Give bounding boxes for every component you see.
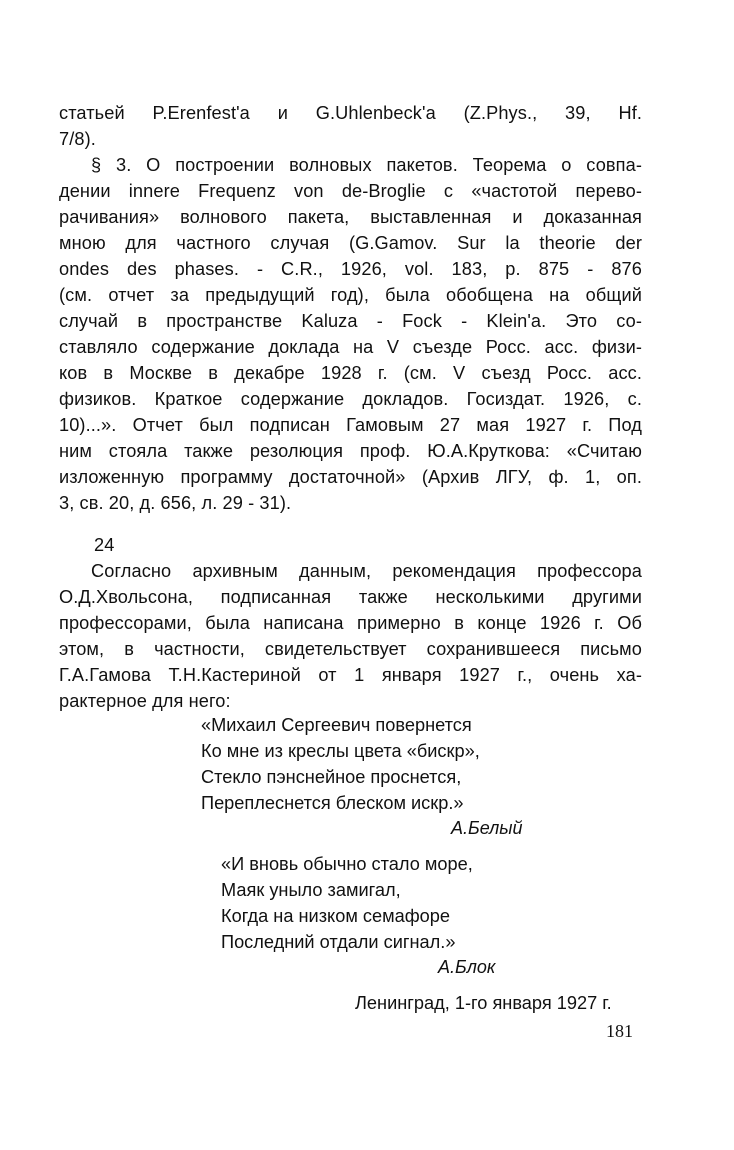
poem-line: Маяк уныло замигал, (221, 880, 401, 900)
poem-author: А.Блок (438, 957, 496, 977)
poem-line: «И вновь обычно стало море, (221, 854, 473, 874)
text-line: случай в пространстве Kaluza - Fock - Klein'a. Это со- (59, 311, 642, 331)
text-line: Г.А.Гамова Т.Н.Кастериной от 1 января 1927 г., очень ха- (59, 665, 642, 685)
text-line: (см. отчет за предыдущий год), была обобщена на общий (59, 285, 642, 305)
page-number: 181 (606, 1021, 633, 1041)
text-line: этом, в частности, свидетельствует сохранившееся письмо (59, 639, 642, 659)
text-line: ним стояла также резолюция проф. Ю.А.Круткова: «Считаю (59, 441, 642, 461)
poem-author: А.Белый (451, 818, 523, 838)
text-line: 10)...». Отчет был подписан Гамовым 27 мая 1927 г. Под (59, 415, 642, 435)
poem-line: Ко мне из креслы цвета «бискр», (201, 741, 480, 761)
text-line: 3, св. 20, д. 656, л. 29 - 31). (59, 493, 292, 513)
text-line: рактерное для него: (59, 691, 231, 711)
text-line: Согласно архивным данным, рекомендация профессора (91, 561, 642, 581)
text-line: рачивания» волнового пакета, выставленная и доказанная (59, 207, 642, 227)
note-number: 24 (94, 535, 115, 555)
text-line: статьей P.Erenfest'a и G.Uhlenbeck'a (Z.Phys., 39, Hf. (59, 103, 642, 123)
text-line: физиков. Краткое содержание докладов. Госиздат. 1926, с. (59, 389, 642, 409)
text-line: 7/8). (59, 129, 96, 149)
dateline: Ленинград, 1-го января 1927 г. (355, 993, 612, 1013)
poem-line: Последний отдали сигнал.» (221, 932, 456, 952)
poem-line: Стекло пэнснейное проснется, (201, 767, 462, 787)
text-line: дении innere Frequenz von de-Broglie с «частотой перево- (59, 181, 642, 201)
text-line: изложенную программу достаточной» (Архив ЛГУ, ф. 1, оп. (59, 467, 642, 487)
text-line: профессорами, была написана примерно в конце 1926 г. Об (59, 613, 642, 633)
poem-line: Переплеснется блеском искр.» (201, 793, 464, 813)
text-line: ков в Москве в декабре 1928 г. (см. V съезд Росс. асс. (59, 363, 642, 383)
poem-line: Когда на низком семафоре (221, 906, 451, 926)
text-line: ставляло содержание доклада на V съезде Росс. асс. физи- (59, 337, 642, 357)
text-line: О.Д.Хвольсона, подписанная также несколькими другими (59, 587, 642, 607)
text-line: § 3. О построении волновых пакетов. Теорема о совпа- (91, 155, 642, 175)
text-line: мною для частного случая (G.Gamov. Sur la theorie der (59, 233, 642, 253)
poem-line: «Михаил Сергеевич повернется (201, 715, 472, 735)
text-line: ondes des phases. - C.R., 1926, vol. 183, p. 875 - 876 (59, 259, 642, 279)
